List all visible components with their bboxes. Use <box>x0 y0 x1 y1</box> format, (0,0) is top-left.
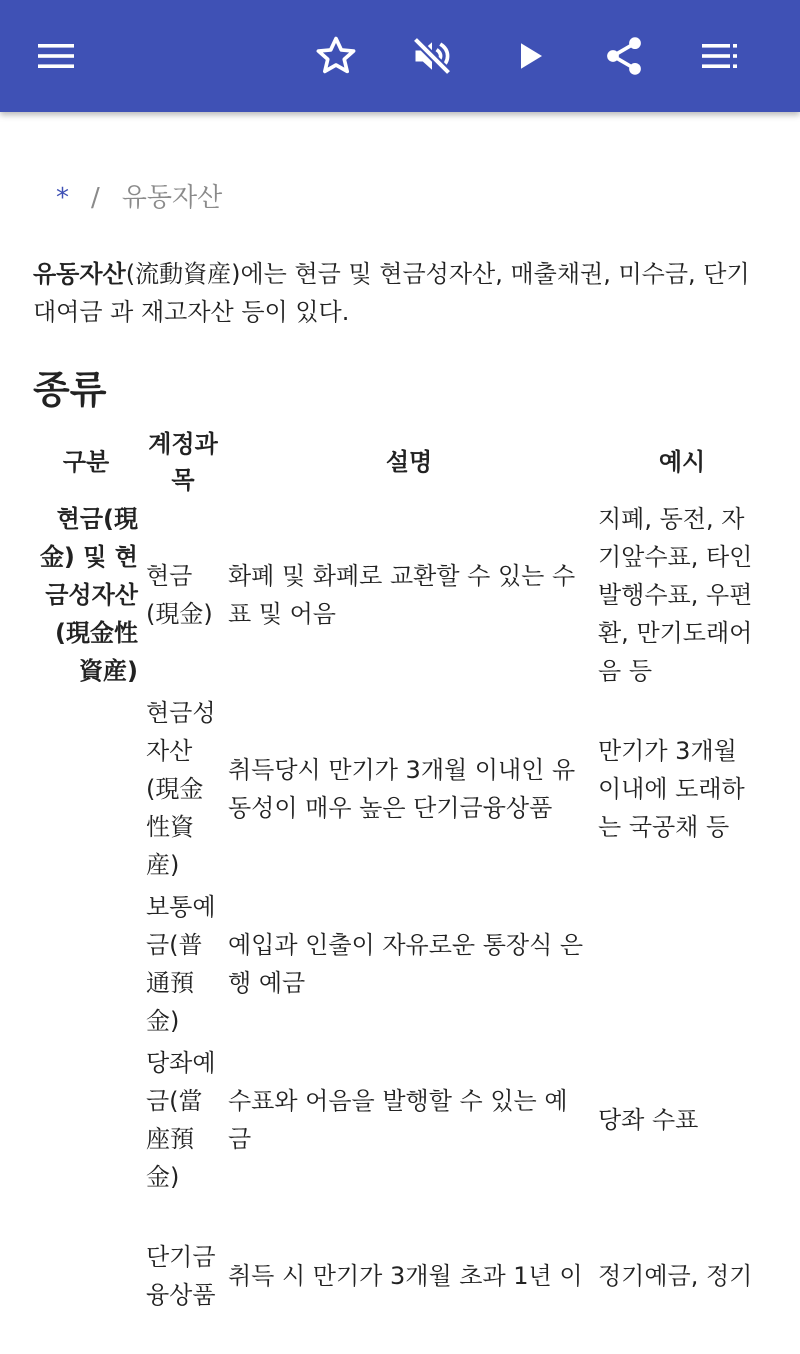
account-cell: 단기금융상품 <box>146 1243 216 1309</box>
table-header-row <box>30 426 770 498</box>
example-cell: 당좌 수표 <box>598 1106 699 1134</box>
account-cell: 보통예금(普通預金) <box>146 893 216 1035</box>
header-example: 예시 <box>658 448 706 476</box>
header-description: 설명 <box>385 448 433 476</box>
category-cell: 현금(現金) 및 현금성자산(現金性資産) <box>39 505 138 685</box>
description-cell: 취득 시 만기가 3개월 초과 1년 이 <box>228 1262 583 1290</box>
app-toolbar <box>0 0 800 112</box>
breadcrumb-home-link[interactable]: * <box>56 183 69 213</box>
volume-off-icon <box>410 34 454 78</box>
description-cell: 예입과 인출이 자유로운 통장식 은행 예금 <box>228 931 584 997</box>
bookmark-button[interactable] <box>308 28 364 84</box>
description-cell: 수표와 어음을 발행할 수 있는 예금 <box>228 1087 568 1153</box>
breadcrumb-current: 유동자산 <box>121 183 223 213</box>
section-title: 종류 <box>33 368 107 412</box>
header-account: 계정과목 <box>148 430 218 494</box>
menu-button[interactable] <box>28 28 84 84</box>
description-cell: 화폐 및 화폐로 교환할 수 있는 수표 및 어음 <box>228 562 576 628</box>
play-button[interactable] <box>502 28 558 84</box>
intro-paragraph <box>33 255 768 331</box>
toc-icon <box>700 40 740 72</box>
account-cell: 당좌예금(當座預金) <box>146 1049 216 1191</box>
breadcrumb <box>56 180 222 216</box>
account-table <box>30 426 770 1354</box>
header-category: 구분 <box>62 448 110 476</box>
table-of-contents-button[interactable] <box>692 28 748 84</box>
play-icon <box>512 38 548 74</box>
mute-button[interactable] <box>404 28 460 84</box>
intro-text: (流動資産)에는 현금 및 현금성자산, 매출채권, 미수금, 단기대여금 과 재고자산 등이 있다. <box>33 260 750 326</box>
description-cell: 취득당시 만기가 3개월 이내인 유동성이 매우 높은 단기금융상품 <box>228 756 576 822</box>
article-content <box>0 112 800 1309</box>
account-cell: 현금(現金) <box>146 562 213 628</box>
example-cell <box>594 886 770 1042</box>
star-icon <box>314 34 358 78</box>
breadcrumb-separator: / <box>91 183 100 213</box>
menu-icon <box>36 40 76 72</box>
example-cell: 정기예금, 정기 <box>598 1262 753 1290</box>
example-cell: 만기가 3개월 이내에 도래하는 국공채 등 <box>598 737 745 841</box>
example-cell: 지폐, 동전, 자기앞수표, 타인발행수표, 우편환, 만기도래어음 등 <box>598 505 753 685</box>
share-icon <box>602 34 646 78</box>
table-row <box>30 498 770 692</box>
account-cell: 현금성자산(現金性資産) <box>146 699 216 879</box>
intro-term: 유동자산 <box>33 260 126 288</box>
share-button[interactable] <box>596 28 652 84</box>
